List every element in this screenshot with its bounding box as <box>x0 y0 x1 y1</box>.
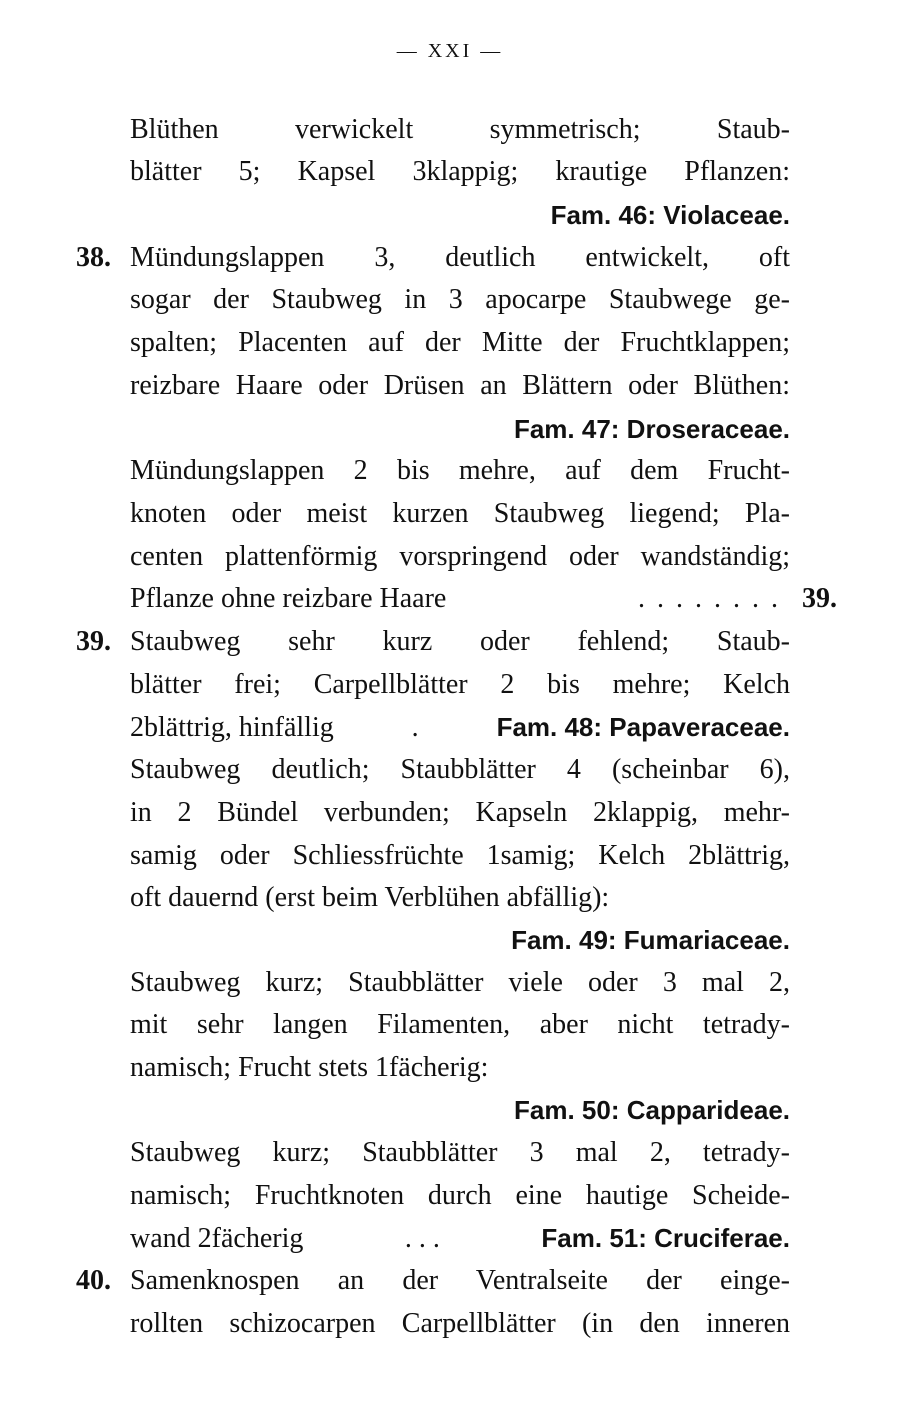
text-line: Blüthen verwickelt symmetrisch; Staub- <box>130 114 790 145</box>
key-number: 40. <box>76 1265 111 1296</box>
text-line: Staubweg kurz; Staubblätter 3 mal 2, tetrady- <box>130 1137 790 1168</box>
text-fragment: Pflanze ohne reizbare Haare <box>130 583 447 614</box>
text-line-with-family <box>130 1220 790 1257</box>
page-header: — XXI — <box>396 40 504 62</box>
text-line: blätter 5; Kapsel 3klappig; krautige Pflanzen: <box>130 156 790 187</box>
text-line: sogar der Staubweg in 3 apocarpe Staubwege ge- <box>130 284 790 315</box>
text-line: Samenknospen an der Ventralseite der einge- <box>130 1265 790 1296</box>
text-line: Mündungslappen 3, deutlich entwickelt, oft <box>130 242 790 273</box>
key-reference: 39. <box>802 583 837 614</box>
text-line: mit sehr langen Filamenten, aber nicht tetrady- <box>130 1009 790 1040</box>
text-line: spalten; Placenten auf der Mitte der Fruchtklappen; <box>130 327 790 358</box>
text-line: in 2 Bündel verbunden; Kapseln 2klappig, mehr- <box>130 797 790 828</box>
text-line: reizbare Haare oder Drüsen an Blättern oder Blüthen: <box>130 370 790 401</box>
text-line: centen plattenförmig vorspringend oder wandständig; <box>130 541 790 572</box>
text-line: oft dauernd (erst beim Verblühen abfällig): <box>130 882 610 913</box>
text-line: rollten schizocarpen Carpellblätter (in den inneren <box>130 1308 790 1339</box>
text-line-with-leader <box>130 581 790 617</box>
text-line-with-family <box>130 709 790 746</box>
text-line: knoten oder meist kurzen Staubweg liegend; Pla- <box>130 498 790 529</box>
family-name: Fam. 51: Cruciferae. <box>541 1223 790 1253</box>
text-line: samig oder Schliessfrüchte 1samig; Kelch 2blättrig, <box>130 840 790 871</box>
family-name: Fam. 47: Droseraceae. <box>513 414 790 444</box>
dot-leader: ........ <box>638 583 790 614</box>
family-name: Fam. 48: Papaveraceae. <box>496 712 790 742</box>
dot-leader: . <box>411 712 419 743</box>
text-line: Staubweg kurz; Staubblätter viele oder 3 mal 2, <box>130 967 790 998</box>
family-name: Fam. 50: Capparideae. <box>514 1095 790 1125</box>
text-line: namisch; Fruchtknoten durch eine hautige Scheide- <box>130 1180 790 1211</box>
text-line: Mündungslappen 2 bis mehre, auf dem Frucht- <box>130 455 790 486</box>
text-fragment: wand 2fächerig <box>130 1223 304 1254</box>
text-fragment: 2blättrig, hinfällig <box>130 712 334 743</box>
family-name: Fam. 46: Violaceae. <box>550 200 790 230</box>
text-line: blätter frei; Carpellblätter 2 bis mehre; Kelch <box>130 669 790 700</box>
text-line: Staubweg deutlich; Staubblätter 4 (scheinbar 6), <box>130 754 790 785</box>
key-number: 38. <box>76 242 111 273</box>
family-name: Fam. 49: Fumariaceae. <box>511 925 790 955</box>
text-line: namisch; Frucht stets 1fächerig: <box>130 1052 489 1083</box>
dot-leader: . . . <box>404 1223 440 1254</box>
key-number: 39. <box>76 626 111 657</box>
text-line: Staubweg sehr kurz oder fehlend; Staub- <box>130 626 790 657</box>
